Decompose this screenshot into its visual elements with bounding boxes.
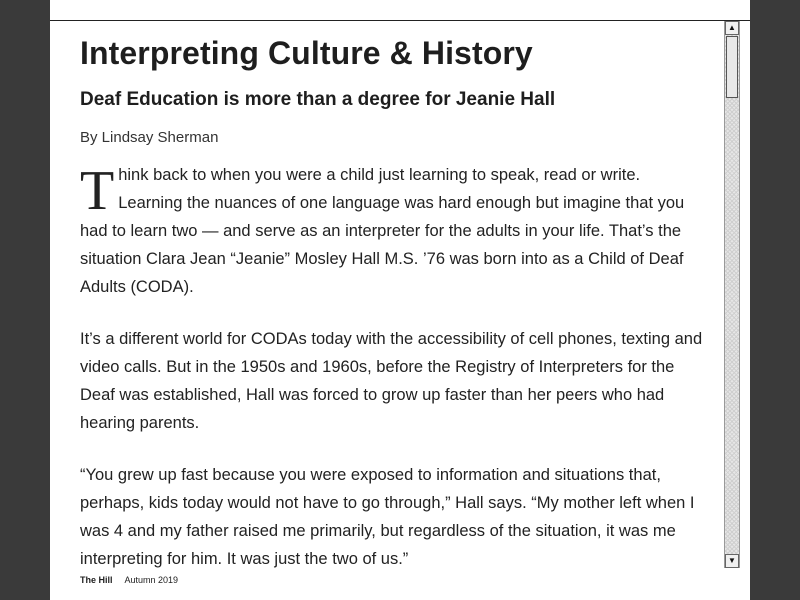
paragraph-1 <box>80 161 704 301</box>
document-viewer <box>50 0 750 600</box>
footer-publication: The Hill <box>80 575 113 585</box>
vertical-scrollbar[interactable] <box>724 21 740 568</box>
article-subtitle: Deaf Education is more than a degree for Jeanie Hall <box>80 89 556 110</box>
paragraph-1-text: hink back to when you were a child just learning to speak, read or write. Learning the nuances of one language was hard enough but imagine that you had to learn two — and serve as an interpreter for the adults in your life. That’s the situation Clara Jean “Jeanie” Mosley Hall M.S. ’76 was born into as a Child of Deaf Adults (CODA). <box>80 166 685 296</box>
footer-issue: Autumn 2019 <box>124 575 179 585</box>
page-footer <box>80 575 190 585</box>
article-content[interactable] <box>50 21 724 568</box>
article-title: Interpreting Culture & History <box>80 35 533 71</box>
paragraph-2: It’s a different world for CODAs today with the accessibility of cell phones, texting and video calls. But in the 1950s and 1960s, before the Registry of Interpreters for the Deaf was established, Hall was forced to grow up faster than her peers who had hearing parents. <box>80 330 703 432</box>
scroll-thumb[interactable] <box>726 36 738 98</box>
paragraph-3: “You grew up fast because you were exposed to information and situations that, perhaps, kids today would not have to go through,” Hall says. “My mother left when I was 4 and my father raised me primarily, but regardless of the situation, it was me interpreting for him. It was just the two of us.” <box>80 466 695 568</box>
drop-cap: T <box>80 160 115 222</box>
scroll-up-button[interactable]: ▲ <box>725 21 739 35</box>
top-bar <box>50 0 750 21</box>
scroll-down-button[interactable]: ▼ <box>725 554 739 568</box>
article-byline: By Lindsay Sherman <box>80 129 219 146</box>
article-body <box>50 33 724 568</box>
